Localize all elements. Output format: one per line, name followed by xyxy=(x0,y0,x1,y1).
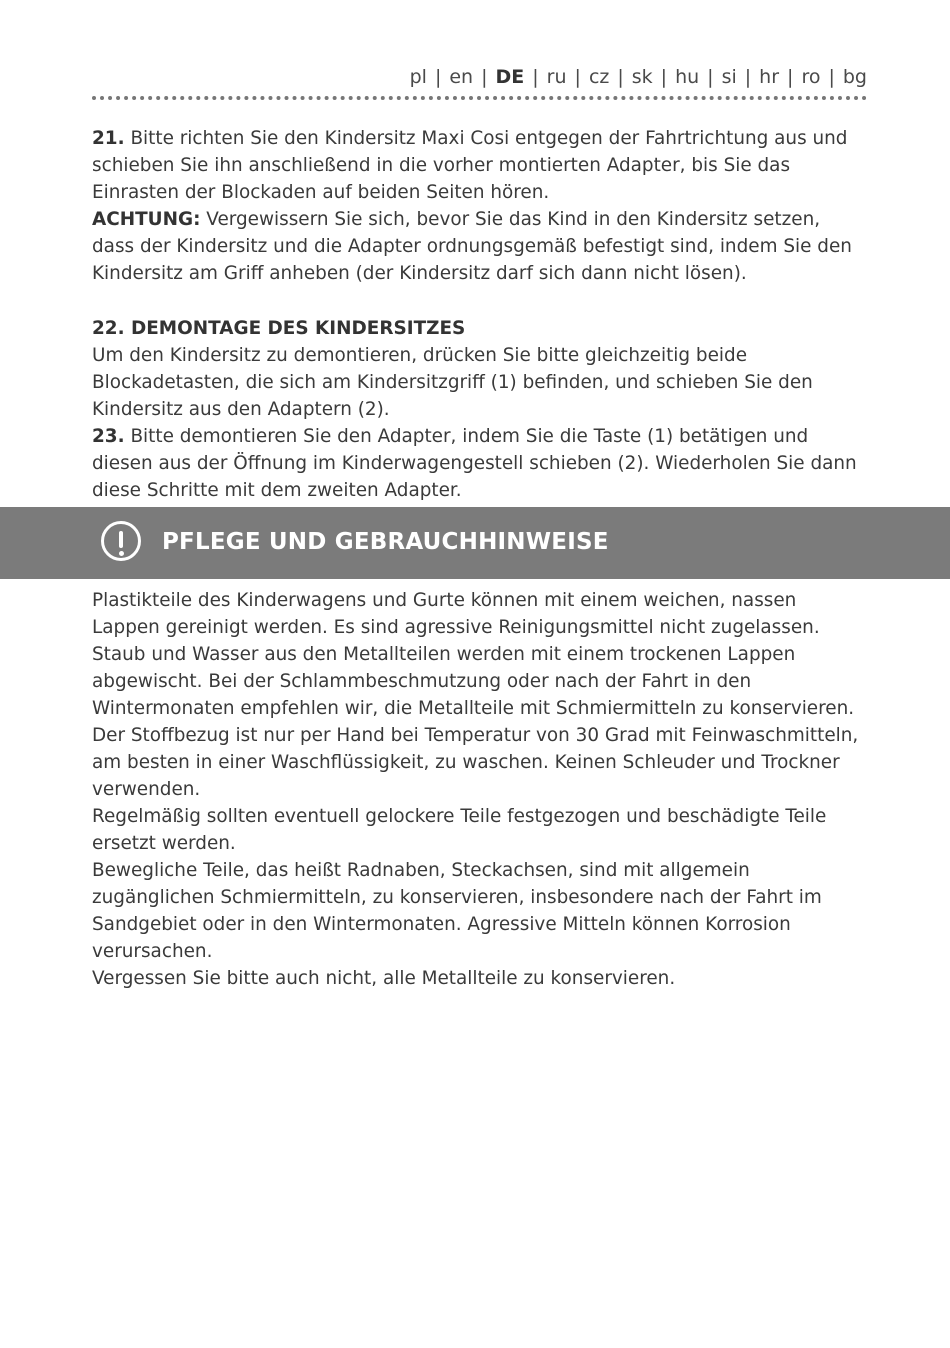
step-21-number: 21. xyxy=(92,128,125,149)
lang-separator: | xyxy=(707,66,714,88)
exclamation-circle-icon xyxy=(101,521,141,561)
lang-separator: | xyxy=(481,66,488,88)
lang-separator: | xyxy=(617,66,624,88)
warning-text: Vergewissern Sie sich, bevor Sie das Kind in den Kindersitz setzen, dass der Kindersitz und die Adapter ordnungsgemäß befestigt sind, indem Sie den Kindersitz am Griff anheben (der Kindersitz darf sich dann nicht lösen). xyxy=(92,209,852,284)
lang-ru[interactable]: ru xyxy=(546,66,567,88)
step-21-text: Bitte richten Sie den Kindersitz Maxi Cosi entgegen der Fahrtrichtung aus und schieben Sie ihn anschließend in die vorher montierten Adapter, bis Sie das Einrasten der Blockaden auf beiden Seiten hören. xyxy=(92,128,848,203)
lang-sk[interactable]: sk xyxy=(631,66,653,88)
lang-en[interactable]: en xyxy=(449,66,474,88)
lang-separator: | xyxy=(828,66,835,88)
section-22-heading: 22. DEMONTAGE DES KINDERSITZES xyxy=(92,318,466,339)
care-paragraph: Vergessen Sie bitte auch nicht, alle Metallteile zu konservieren. xyxy=(92,968,676,989)
warning-paragraph xyxy=(92,206,862,287)
warning-label: ACHTUNG: xyxy=(92,209,201,230)
care-paragraph: Regelmäßig sollten eventuell gelockere Teile festgezogen und beschädigte Teile ersetzt werden. xyxy=(92,806,827,854)
lang-separator: | xyxy=(744,66,752,88)
care-paragraph: Plastikteile des Kinderwagens und Gurte können mit einem weichen, nassen Lappen gereinigt werden. Es sind agressive Reinigungsmittel nicht zugelassen. xyxy=(92,590,820,638)
lang-hr[interactable]: hr xyxy=(759,66,780,88)
section-21 xyxy=(92,125,862,287)
care-paragraph: Staub und Wasser aus den Metallteilen werden mit einem trockenen Lappen abgewischt. Bei der Schlammbeschmutzung oder nach der Fahrt in den Wintermonaten empfehlen wir, die Metallteile mit Schmiermitteln zu konservieren. xyxy=(92,644,855,719)
lang-de-active[interactable]: DE xyxy=(495,66,525,88)
care-instructions xyxy=(92,587,862,992)
lang-hu[interactable]: hu xyxy=(675,66,700,88)
section-22-23 xyxy=(92,315,862,504)
care-paragraph: Bewegliche Teile, das heißt Radnaben, Steckachsen, sind mit allgemein zugänglichen Schmiermitteln, zu konservieren, insbesondere nach der Fahrt im Sandgebiet oder in den Wintermonaten. Agressive Mitteln können Korrosion verursachen. xyxy=(92,860,822,962)
step-21-paragraph xyxy=(92,125,862,206)
step-23-text: Bitte demontieren Sie den Adapter, indem Sie die Taste (1) betätigen und diesen aus der Öffnung im Kinderwagengestell schieben (2). Wiederholen Sie dann diese Schritte mit dem zweiten Adapter. xyxy=(92,426,857,501)
lang-separator: | xyxy=(660,66,668,88)
lang-cz[interactable]: cz xyxy=(588,66,610,88)
care-section-banner xyxy=(0,507,950,579)
lang-separator: | xyxy=(434,66,442,88)
lang-separator: | xyxy=(574,66,581,88)
lang-si[interactable]: si xyxy=(721,66,737,88)
language-selector xyxy=(410,66,867,88)
lang-bg[interactable]: bg xyxy=(842,66,867,88)
care-section-title: PFLEGE UND GEBRAUCHHINWEISE xyxy=(162,529,609,555)
lang-pl[interactable]: pl xyxy=(409,66,427,88)
lang-separator: | xyxy=(532,66,539,88)
section-22-text: Um den Kindersitz zu demontieren, drücken Sie bitte gleichzeitig beide Blockadetasten, die sich am Kindersitzgriff (1) befinden, und schieben Sie den Kindersitz aus den Adaptern (2). xyxy=(92,345,813,420)
step-23-paragraph xyxy=(92,423,862,504)
step-23-number: 23. xyxy=(92,426,125,447)
lang-ro[interactable]: ro xyxy=(801,66,821,88)
care-paragraph: Der Stoffbezug ist nur per Hand bei Temperatur von 30 Grad mit Feinwaschmitteln, am besten in einer Waschflüssigkeit, zu waschen. Keinen Schleuder und Trockner verwenden. xyxy=(92,725,859,800)
lang-separator: | xyxy=(787,66,794,88)
dotted-divider xyxy=(92,96,867,100)
